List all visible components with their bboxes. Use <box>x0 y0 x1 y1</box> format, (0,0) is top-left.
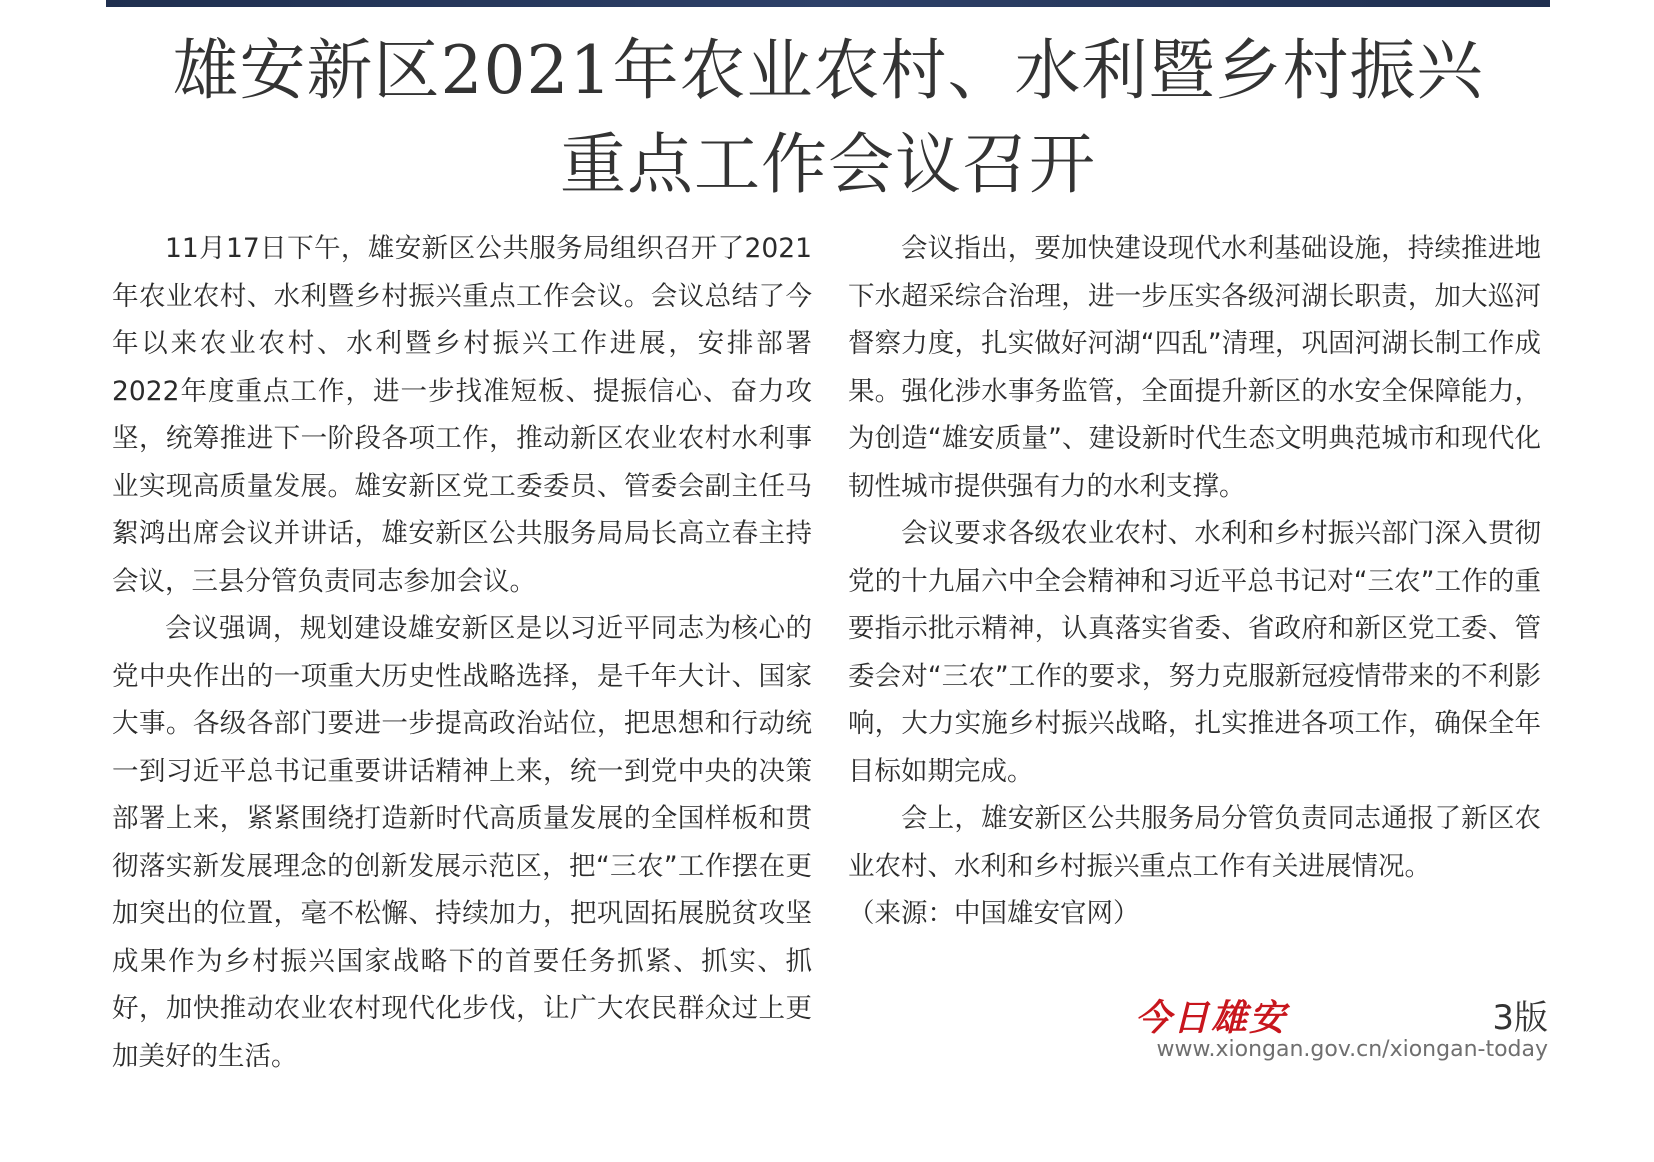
paragraph: 会议指出，要加快建设现代水利基础设施，持续推进地下水超采综合治理，进一步压实各级河湖长职责，加大巡河督察力度，扎实做好河湖“四乱”清理，巩固河湖长制工作成果。强化涉水事务监管，全面提升新区的水安全保障能力，为创造“雄安质量”、建设新时代生态文明典范城市和现代化韧性城市提供强有力的水利支撑。 <box>848 233 1541 502</box>
top-rule <box>106 0 1550 7</box>
paragraph: 会议强调，规划建设雄安新区是以习近平同志为核心的党中央作出的一项重大历史性战略选择，是千年大计、国家大事。各级各部门要进一步提高政治站位，把思想和行动统一到习近平总书记重要讲话精神上来，统一到党中央的决策部署上来，紧紧围绕打造新时代高质量发展的全国样板和贯彻落实新发展理念的创新发展示范区，把“三农”工作摆在更加突出的位置，毫不松懈、持续加力，把巩固拓展脱贫攻坚成果作为乡村振兴国家战略下的首要任务抓紧、抓实、抓好，加快推动农业农村现代化步伐，让广大农民群众过上更加美好的生活。 <box>112 613 812 1072</box>
left-column <box>112 225 812 1080</box>
masthead-logo: 今日雄安 <box>1135 997 1288 1039</box>
article-title <box>106 24 1550 212</box>
paragraph: 会上，雄安新区公共服务局分管负责同志通报了新区农业农村、水利和乡村振兴重点工作有关进展情况。 <box>848 803 1541 882</box>
title-line-1: 雄安新区2021年农业农村、水利暨乡村振兴 <box>172 32 1484 109</box>
paragraph: 会议要求各级农业农村、水利和乡村振兴部门深入贯彻党的十九届六中全会精神和习近平总书记对“三农”工作的重要指示批示精神，认真落实省委、省政府和新区党工委、管委会对“三农”工作的要求，努力克服新冠疫情带来的不利影响，大力实施乡村振兴战略，扎实推进各项工作，确保全年目标如期完成。 <box>848 518 1541 787</box>
right-column <box>848 225 1541 938</box>
paragraph: 11月17日下午，雄安新区公共服务局组织召开了2021年农业农村、水利暨乡村振兴重点工作会议。会议总结了今年以来农业农村、水利暨乡村振兴工作进展，安排部署2022年度重点工作，进一步找准短板、提振信心、奋力攻坚，统筹推进下一阶段各项工作，推动新区农业农村水利事业实现高质量发展。雄安新区党工委委员、管委会副主任马絮鸿出席会议并讲话，雄安新区公共服务局局长高立春主持会议，三县分管负责同志参加会议。 <box>112 233 812 597</box>
page-number: 3版 <box>1492 998 1548 1038</box>
title-line-2: 重点工作会议召开 <box>560 126 1096 203</box>
site-url: www.xiongan.gov.cn/xiongan-today <box>1156 1037 1548 1062</box>
source-credit: （来源：中国雄安官网） <box>848 898 1140 929</box>
